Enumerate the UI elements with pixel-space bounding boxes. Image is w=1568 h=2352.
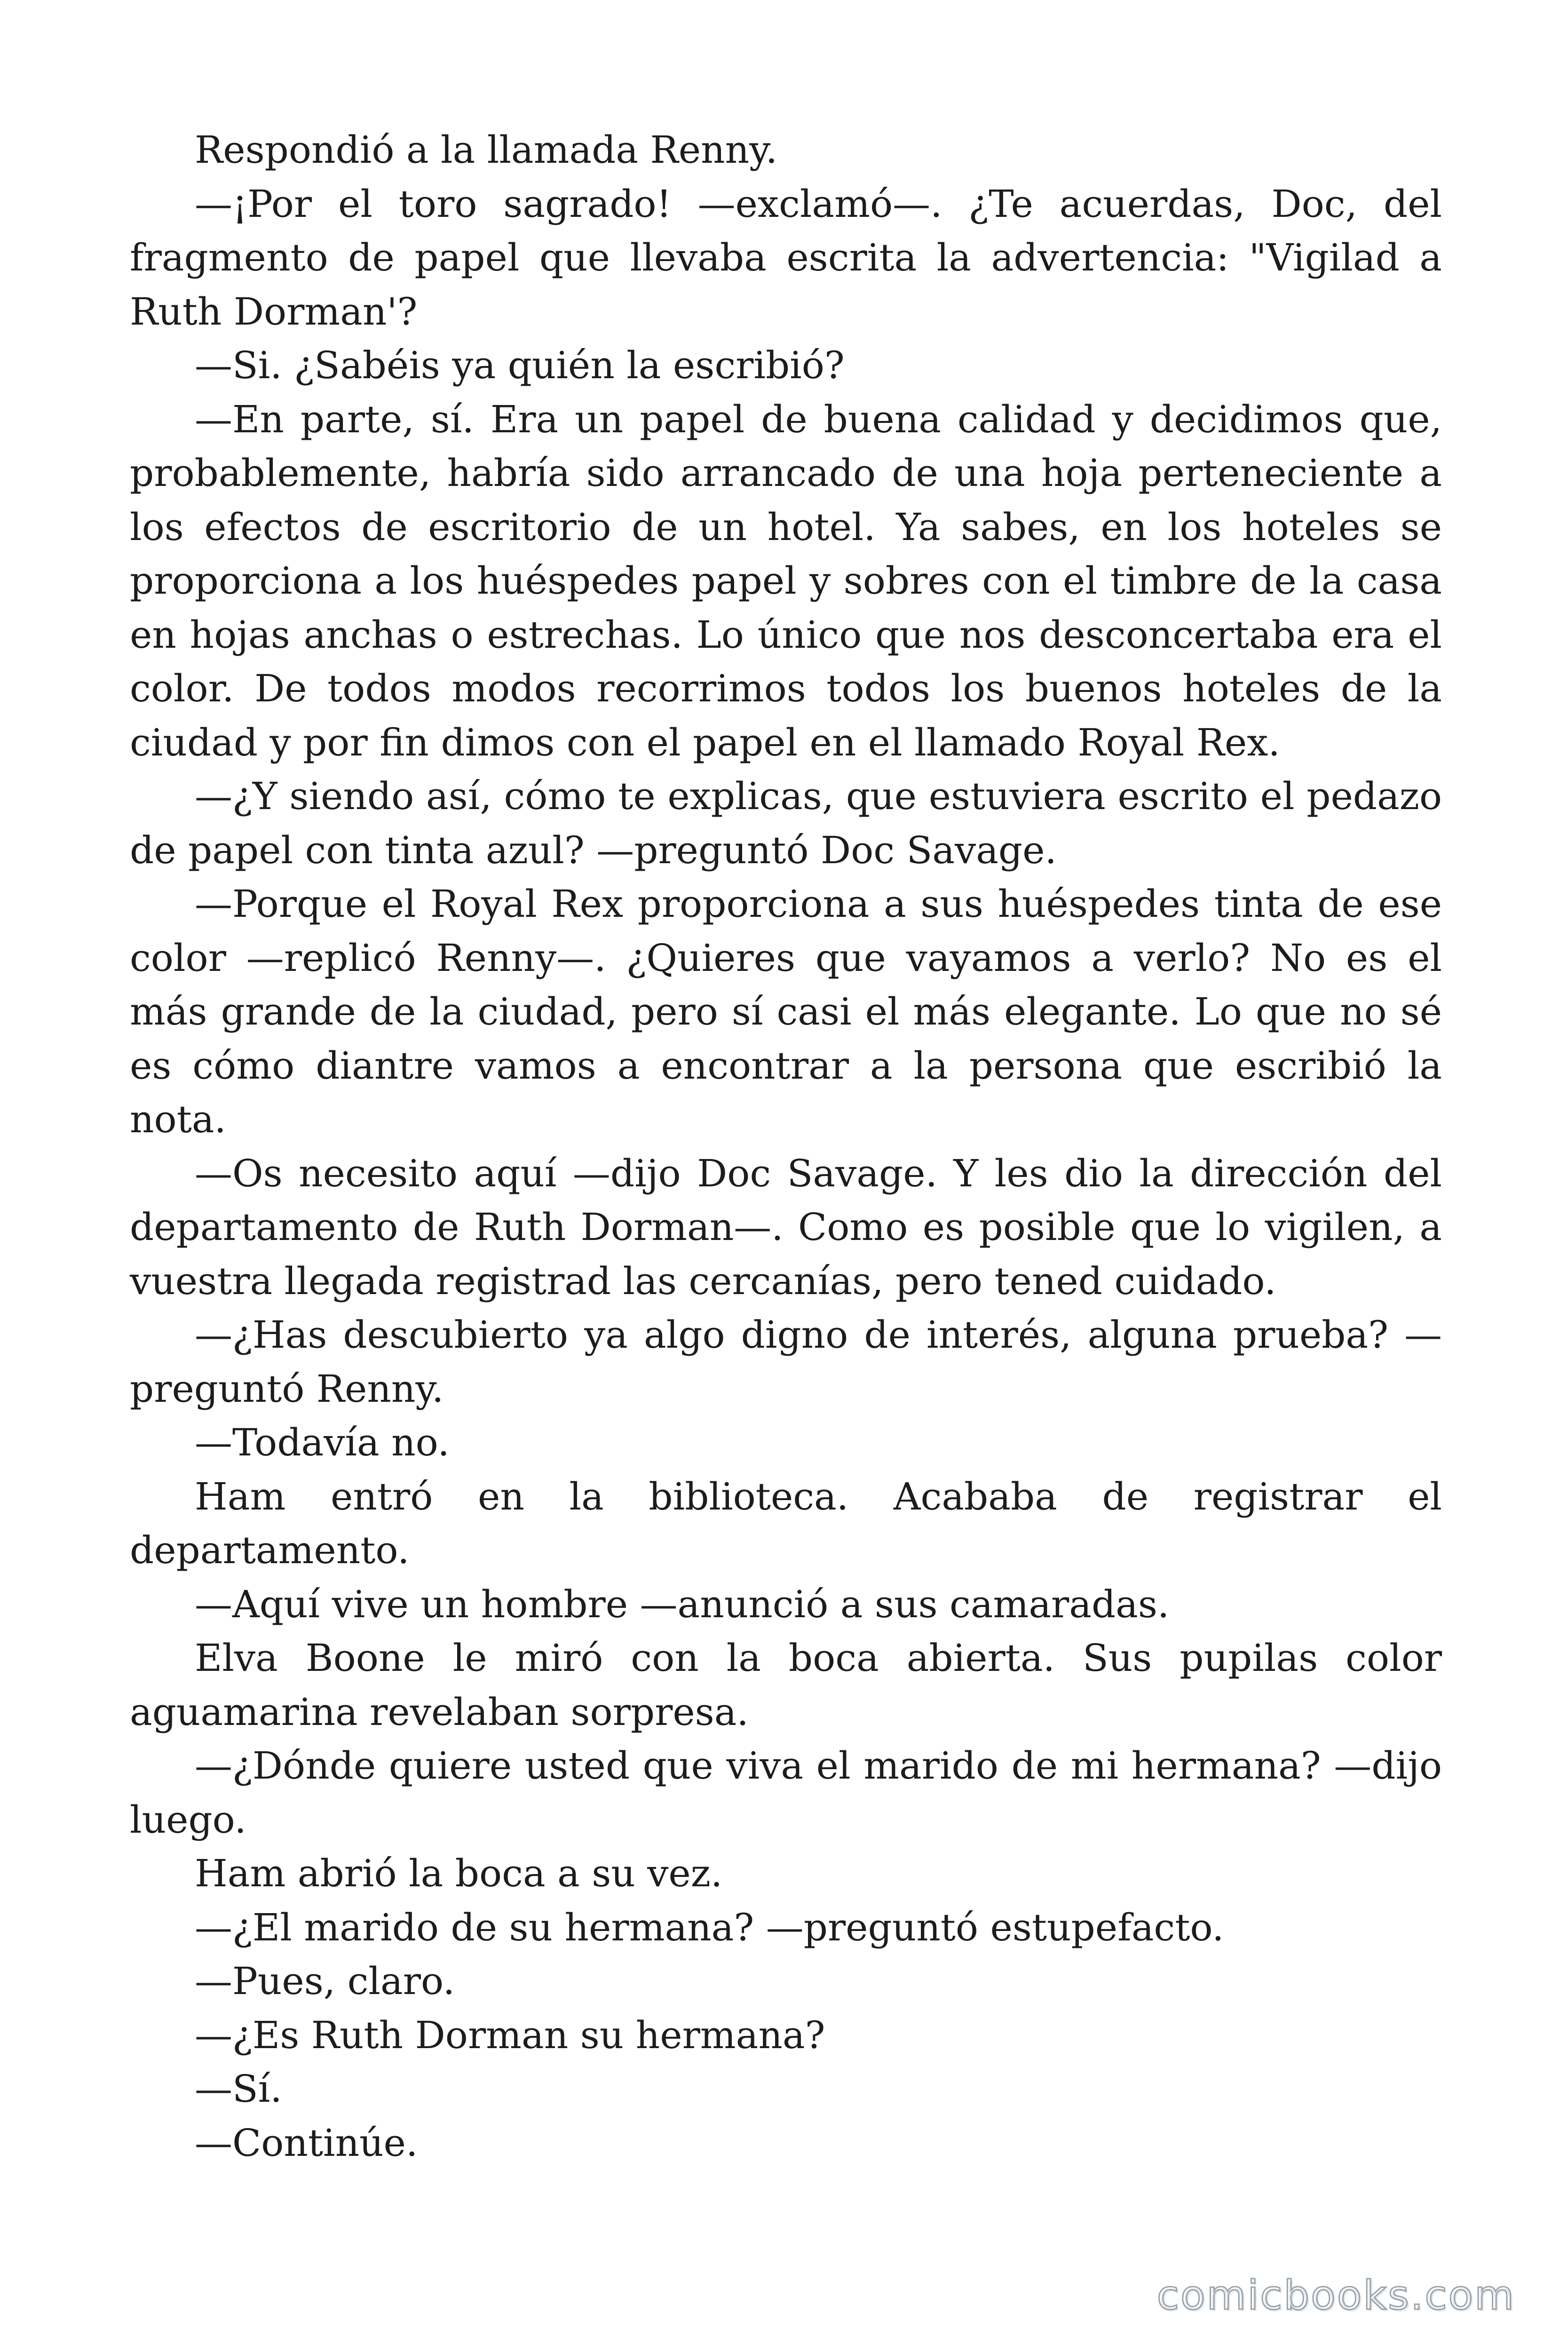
body-text [130,123,1442,2170]
paragraph: —¿Es Ruth Dorman su hermana? [195,2013,825,2057]
paragraph: —Porque el Royal Rex proporciona a sus huéspedes tinta de ese color —replicó Renny—. ¿Quieres que vayamos a verlo? No es el más grande de la ciudad, pero sí casi el más elegante. Lo que no sé es cómo diantre vamos a encontrar a la persona que escribió la nota. [130,882,1442,1141]
paragraph: —Os necesito aquí —dijo Doc Savage. Y les dio la dirección del departamento de Ruth Dorman—. Como es posible que lo vigilen, a vuestra llegada registrad las cercanías, pero tened cuidado. [130,1151,1442,1303]
paragraph: —¿Dónde quiere usted que viva el marido de mi hermana? —dijo luego. [130,1744,1442,1842]
paragraph: —¿Y siendo así, cómo te explicas, que estuviera escrito el pedazo de papel con tinta azul? —preguntó Doc Savage. [130,774,1442,872]
paragraph: —Pues, claro. [195,1959,455,2003]
paragraph: Respondió a la llamada Renny. [195,128,778,172]
watermark: comicbooks.com [1156,2272,1515,2319]
paragraph: —¿El marido de su hermana? —preguntó estupefacto. [195,1905,1224,1949]
paragraph: —Continúe. [195,2121,418,2165]
paragraph: Elva Boone le miró con la boca abierta. Sus pupilas color aguamarina revelaban sorpresa. [130,1636,1442,1734]
paragraph: Ham entró en la biblioteca. Acababa de registrar el departamento. [130,1474,1442,1572]
paragraph: —¿Has descubierto ya algo digno de interés, alguna prueba? —preguntó Renny. [130,1313,1442,1411]
paragraph: —En parte, sí. Era un papel de buena calidad y decidimos que, probablemente, habría sido arrancado de una hoja perteneciente a los efectos de escritorio de un hotel. Ya sabes, en los hoteles se proporciona a los huéspedes papel y sobres con el timbre de la casa en hojas anchas o estrechas. Lo único que nos desconcertaba era el color. De todos modos recorrimos todos los buenos hoteles de la ciudad y por fin dimos con el papel en el llamado Royal Rex. [130,397,1442,764]
paragraph: —Aquí vive un hombre —anunció a sus camaradas. [195,1582,1170,1626]
paragraph: —Si. ¿Sabéis ya quién la escribió? [195,343,845,387]
paragraph: Ham abrió la boca a su vez. [195,1851,723,1895]
paragraph: —Sí. [195,2067,282,2111]
paragraph: —Todavía no. [195,1421,450,1464]
paragraph: —¡Por el toro sagrado! —exclamó—. ¿Te acuerdas, Doc, del fragmento de papel que llevaba escrita la advertencia: "Vigilad a Ruth Dorman'? [130,182,1442,334]
